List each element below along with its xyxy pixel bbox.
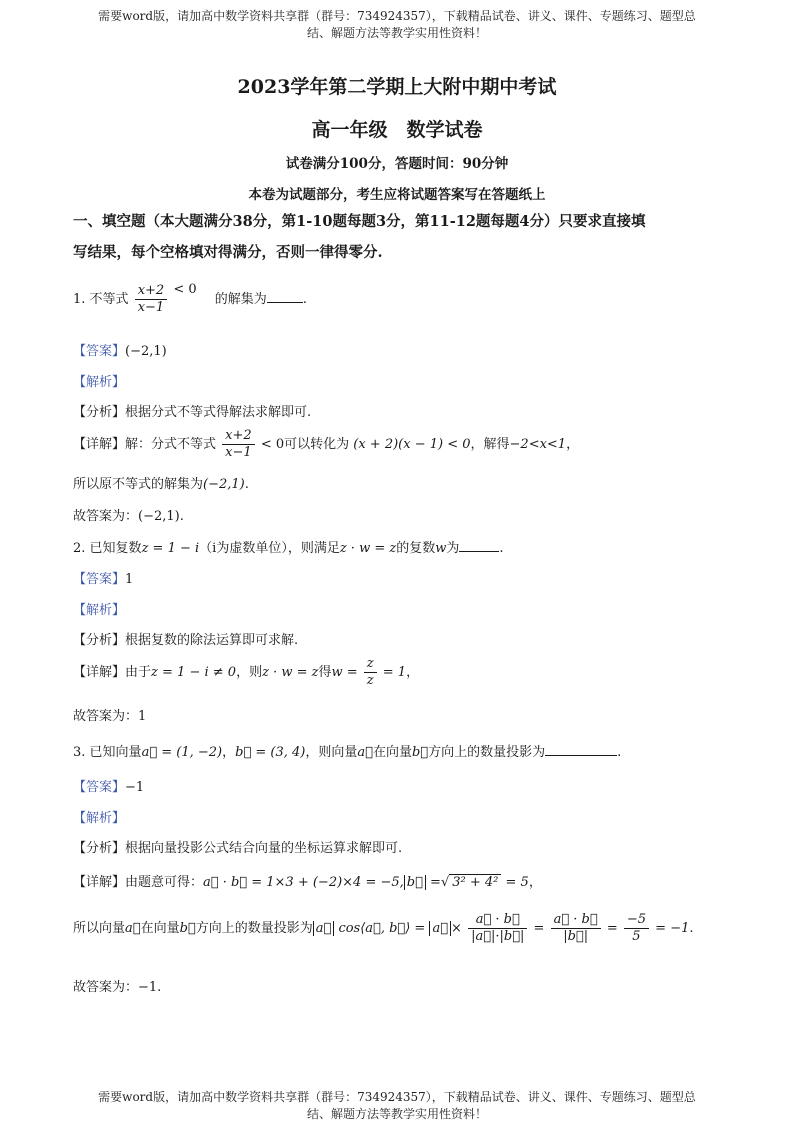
q3-f1-num: a⃗ · b⃗ xyxy=(468,912,527,929)
q2-prefix: 已知复数 xyxy=(89,541,142,556)
section-heading xyxy=(73,206,723,268)
q1-frac-den: x−1 xyxy=(137,300,165,315)
q1-detail-d: ， xyxy=(566,437,580,452)
q1-final-line xyxy=(73,505,184,524)
q2-final-line xyxy=(73,705,146,724)
q1-answer-line xyxy=(73,340,167,359)
q1-fraction xyxy=(135,283,168,316)
q1-detail-expr: (x + 2)(x − 1) < 0 xyxy=(353,437,471,452)
q3-final: 故答案为：−1. xyxy=(73,980,162,995)
q2-var-w: w xyxy=(435,541,447,556)
q3-prefix: 已知向量 xyxy=(89,745,142,760)
q1-conclusion-b: (−2,1) xyxy=(203,477,245,492)
q3-cos-expr: cos⟨a⃗, b⃗⟩ = xyxy=(338,921,426,936)
q3-conc-vec-b: b⃗ xyxy=(179,921,196,936)
q1-suffix: 的解集为 xyxy=(214,292,267,307)
q3-vec-b: b⃗ = (3, 4) xyxy=(235,745,306,760)
q1-conclusion-c: . xyxy=(244,477,249,492)
promo-banner-top xyxy=(50,8,744,42)
question-3 xyxy=(73,741,621,760)
q2-detail-tag: 【详解】 xyxy=(73,665,126,680)
q1-detail-b: 可以转化为 xyxy=(284,437,350,452)
q3-blank xyxy=(545,743,617,756)
q2-detail-eq: = 1 xyxy=(382,665,407,680)
q3-detail-line: 【详解】由题意可得：a⃗ · b⃗ = 1×3 + (−2)×4 = −5, b⃗ =√ 3² + 4² = 5， xyxy=(73,875,542,890)
q2-detail-b: ，则 xyxy=(236,665,263,680)
q3-suffix: 方向上的数量投影为 xyxy=(428,745,546,760)
exam-subtitle: 高一年级 数学试卷 xyxy=(311,119,483,141)
q3-tail2: . xyxy=(689,921,694,936)
q3-explanation-line xyxy=(73,807,125,826)
q1-detail-frac-num: x+2 xyxy=(222,428,255,445)
q3-answer: −1 xyxy=(125,780,145,795)
q1-detail-c: ，解得 xyxy=(470,437,510,452)
section-line-1: 一、填空题（本大题满分38分，第1-10题每题3分，第11-12题每题4分）只要求直接填 xyxy=(73,213,646,230)
q2-frac-den: z xyxy=(366,673,374,688)
q1-answer-tag: 【答案】 xyxy=(73,344,126,359)
q1-detail-line xyxy=(73,428,579,461)
promo-line-1: 需要word版，请加高中数学资料共享群（群号：734924357），下载精品试卷、讲义、课件、专题练习、题型总 xyxy=(98,9,696,23)
q2-final: 故答案为：1 xyxy=(73,709,147,724)
q3-eq1: = xyxy=(533,921,545,936)
q3-frac-2 xyxy=(551,912,601,945)
q3-explanation-tag: 【解析】 xyxy=(73,811,126,826)
q3-result: = −1 xyxy=(655,921,690,936)
question-1 xyxy=(73,283,307,316)
q3-frac-3 xyxy=(624,912,649,945)
q3-a: a⃗ xyxy=(357,745,373,760)
q1-detail-tag: 【详解】 xyxy=(73,437,126,452)
q2-analysis-tag: 【分析】 xyxy=(73,633,126,648)
q3-frac-1 xyxy=(468,912,527,945)
q3-times: × xyxy=(451,921,462,936)
promo-banner-bottom xyxy=(50,1089,744,1123)
q2-tail: . xyxy=(499,541,504,556)
q2-detail-a: 由于 xyxy=(125,665,152,680)
q3-abs-a: a⃗ xyxy=(313,921,335,936)
q1-number: 1. xyxy=(73,292,86,307)
q2-blank xyxy=(459,539,499,552)
q3-conc-b: 在向量 xyxy=(140,921,180,936)
q1-explanation-tag: 【解析】 xyxy=(73,375,126,390)
q3-mid: ，则向量 xyxy=(305,745,358,760)
q3-sep: ， xyxy=(222,745,236,760)
q3-conclusion-line xyxy=(73,912,694,945)
q3-f2-den: |b⃗| xyxy=(563,929,589,944)
q3-f1-den: |a⃗|·|b⃗| xyxy=(471,929,525,944)
q3-detail-a: 由题意可得： xyxy=(125,875,204,890)
q1-analysis-tag: 【分析】 xyxy=(73,405,126,420)
q1-detail-fraction xyxy=(222,428,255,461)
q3-norm-eq: = xyxy=(430,875,441,890)
q3-b: b⃗ xyxy=(411,745,429,760)
q2-note: （i为虚数单位），则满足 xyxy=(199,541,340,556)
q3-mid2: 在向量 xyxy=(372,745,412,760)
q2-explanation-line xyxy=(73,599,125,618)
question-2 xyxy=(73,537,504,556)
q3-norm-val: = 5 xyxy=(505,875,529,890)
exam-note: 本卷为试题部分，考生应将试题答案写在答题纸上 xyxy=(248,187,546,203)
promo-line-2: 结、解题方法等教学实用性资料！ xyxy=(306,26,487,40)
q3-dot: a⃗ · b⃗ = 1×3 + (−2)×4 = −5, xyxy=(203,875,404,890)
promo-line-2-bottom: 结、解题方法等教学实用性资料！ xyxy=(306,1107,487,1121)
q2-detail-c: 得 xyxy=(318,665,332,680)
q2-detail-w: w = xyxy=(331,665,358,680)
q3-tail: . xyxy=(617,745,622,760)
q2-detail-d: ， xyxy=(406,665,420,680)
q1-rel: < 0 xyxy=(173,282,197,297)
q2-frac-num: z xyxy=(364,656,377,673)
q3-f3-den: 5 xyxy=(632,929,641,944)
q1-frac-num: x+2 xyxy=(135,283,168,300)
q3-eq2: = xyxy=(606,921,618,936)
q3-answer-line xyxy=(73,776,144,795)
q3-answer-tag: 【答案】 xyxy=(73,780,126,795)
q1-conclusion-line xyxy=(73,473,249,492)
q2-mid: 的复数 xyxy=(396,541,436,556)
q2-analysis: 根据复数的除法运算即可求解. xyxy=(125,633,299,648)
q3-conc-c: 方向上的数量投影为 xyxy=(195,921,313,936)
q3-analysis-line xyxy=(73,837,402,856)
q2-cond: z · w = z xyxy=(339,541,397,556)
q1-detail-range: −2<x<1 xyxy=(509,437,567,452)
q1-prefix: 不等式 xyxy=(89,292,129,307)
q3-vec-a: a⃗ = (1, −2) xyxy=(141,745,223,760)
q2-detail-z: z = 1 − i ≠ 0 xyxy=(151,665,237,680)
q3-norm-b: b⃗ xyxy=(404,875,426,890)
section-line-2: 写结果，每个空格填对得满分，否则一律得零分. xyxy=(73,244,383,261)
q1-tail: . xyxy=(302,292,307,307)
q3-analysis: 根据向量投影公式结合向量的坐标运算求解即可. xyxy=(125,841,403,856)
q1-analysis-line xyxy=(73,401,311,420)
q2-z-def: z = 1 − i xyxy=(141,541,200,556)
q1-detail-a: 解：分式不等式 xyxy=(125,437,217,452)
q3-conc-vec-a: a⃗ xyxy=(125,921,141,936)
q1-answer: (−2,1) xyxy=(125,344,167,359)
q1-detail-frac-den: x−1 xyxy=(225,445,252,460)
q2-analysis-line xyxy=(73,629,298,648)
q1-final: 故答案为：(−2,1). xyxy=(73,509,184,524)
exam-title: 2023学年第二学期上大附中期中考试 xyxy=(237,76,557,98)
q1-conclusion-a: 所以原不等式的解集为 xyxy=(73,477,204,492)
q2-answer-line xyxy=(73,568,133,587)
q2-number: 2. xyxy=(73,541,86,556)
q1-blank xyxy=(267,290,303,303)
promo-line-1-bottom: 需要word版，请加高中数学资料共享群（群号：734924357），下载精品试卷、讲义、课件、专题练习、题型总 xyxy=(98,1090,696,1104)
q3-sqrt-body: 3² + 4² xyxy=(449,874,501,890)
q3-detail-tag: 【详解】 xyxy=(73,875,126,890)
q1-analysis: 根据分式不等式得解法求解即可. xyxy=(125,405,312,420)
q3-analysis-tag: 【分析】 xyxy=(73,841,126,856)
q3-abs-a2: a⃗ xyxy=(429,921,451,936)
q3-f2-num: a⃗ · b⃗ xyxy=(551,912,601,929)
q2-detail-cond: z · w = z xyxy=(262,665,319,680)
q3-f3-num: −5 xyxy=(624,912,649,929)
exam-info: 试卷满分100分，答题时间：90分钟 xyxy=(285,156,509,172)
q3-final-line xyxy=(73,976,161,995)
q3-detail-b: ， xyxy=(528,875,542,890)
q2-detail-line xyxy=(73,656,419,689)
q2-explanation-tag: 【解析】 xyxy=(73,603,126,618)
q2-answer-tag: 【答案】 xyxy=(73,572,126,587)
q3-number: 3. xyxy=(73,745,86,760)
q1-detail-rel: < 0 xyxy=(260,437,285,452)
q3-conc-a: 所以向量 xyxy=(73,921,126,936)
q1-explanation-line xyxy=(73,371,125,390)
q2-suffix: 为 xyxy=(446,541,460,556)
q2-answer: 1 xyxy=(125,572,134,587)
q2-detail-fraction xyxy=(364,656,377,689)
